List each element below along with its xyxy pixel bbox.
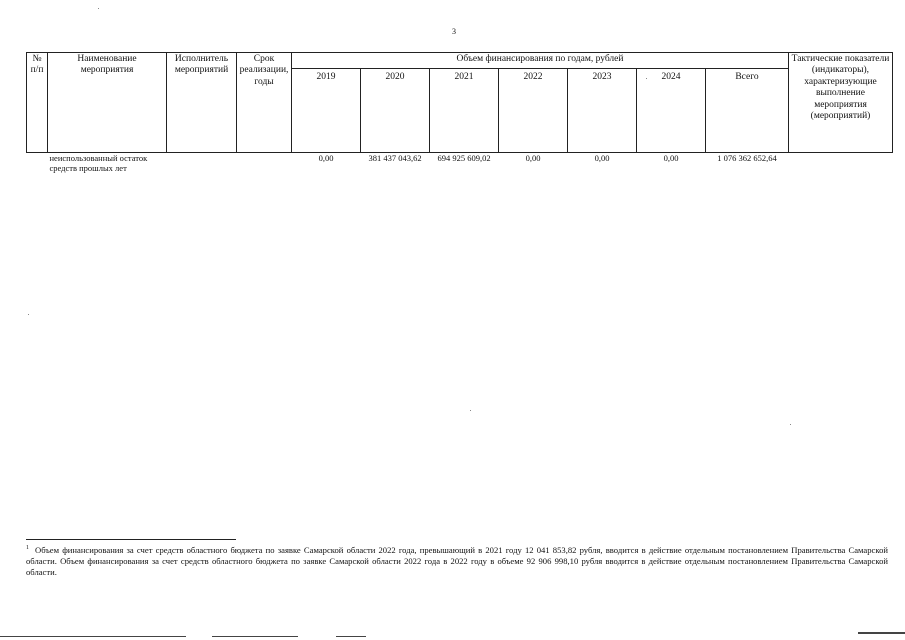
header-year-2021: 2021 (430, 69, 499, 153)
header-executor: Исполнитель мероприятий (167, 53, 237, 153)
header-year-2022: 2022 (499, 69, 568, 153)
footnote-text: Объем финансирования за счет средств областного бюджета по заявке Самарской области 2022 года, превышающий в 2021 году 12 041 853,82 рубля, вводится в действие отдельным постановлением Правительства Самарской области. Объем финансирования за счет средств областного бюджета по заявке Самарской области 2022 года в 2022 году в объеме 92 906 998,10 рубля вводится в действие отдельным постановлением Правительства Самарской области. (26, 545, 888, 578)
header-year-2023: 2023 (568, 69, 637, 153)
cell-2024: 0,00 (637, 153, 706, 174)
scan-speck (470, 410, 471, 411)
row-term (237, 153, 292, 174)
scan-speck (790, 424, 791, 425)
cell-2020: 381 437 043,62 (361, 153, 430, 174)
bottom-rule (858, 632, 905, 634)
row-num (27, 153, 48, 174)
page-number: 3 (452, 27, 456, 36)
header-total: Всего (706, 69, 789, 153)
footnote (26, 545, 888, 579)
cell-total: 1 076 362 652,64 (706, 153, 789, 174)
scan-speck (646, 78, 647, 79)
bottom-rule (0, 636, 186, 637)
row-executor (167, 153, 237, 174)
scan-speck (98, 8, 99, 9)
header-name: Наименование мероприятия (48, 53, 167, 153)
header-year-2020: 2020 (361, 69, 430, 153)
header-num: № п/п (27, 53, 48, 153)
financing-table (26, 52, 893, 173)
scan-speck (28, 314, 29, 315)
table-row (27, 153, 893, 174)
cell-2022: 0,00 (499, 153, 568, 174)
bottom-rule (212, 636, 298, 637)
cell-2023: 0,00 (568, 153, 637, 174)
footnote-marker: 1 (26, 545, 29, 551)
header-indicators: Тактические показатели (индикаторы), характеризующие выполнение мероприятия (мероприятий) (789, 53, 893, 153)
cell-2019: 0,00 (292, 153, 361, 174)
row-name: неиспользованный остаток средств прошлых лет (48, 153, 167, 174)
header-funding: Объем финансирования по годам, рублей (292, 53, 789, 69)
cell-2021: 694 925 609,02 (430, 153, 499, 174)
header-term: Срок реализации, годы (237, 53, 292, 153)
footnote-separator (26, 539, 236, 540)
bottom-rule (336, 636, 366, 637)
header-year-2024: 2024 (637, 69, 706, 153)
row-indicators (789, 153, 893, 174)
header-year-2019: 2019 (292, 69, 361, 153)
